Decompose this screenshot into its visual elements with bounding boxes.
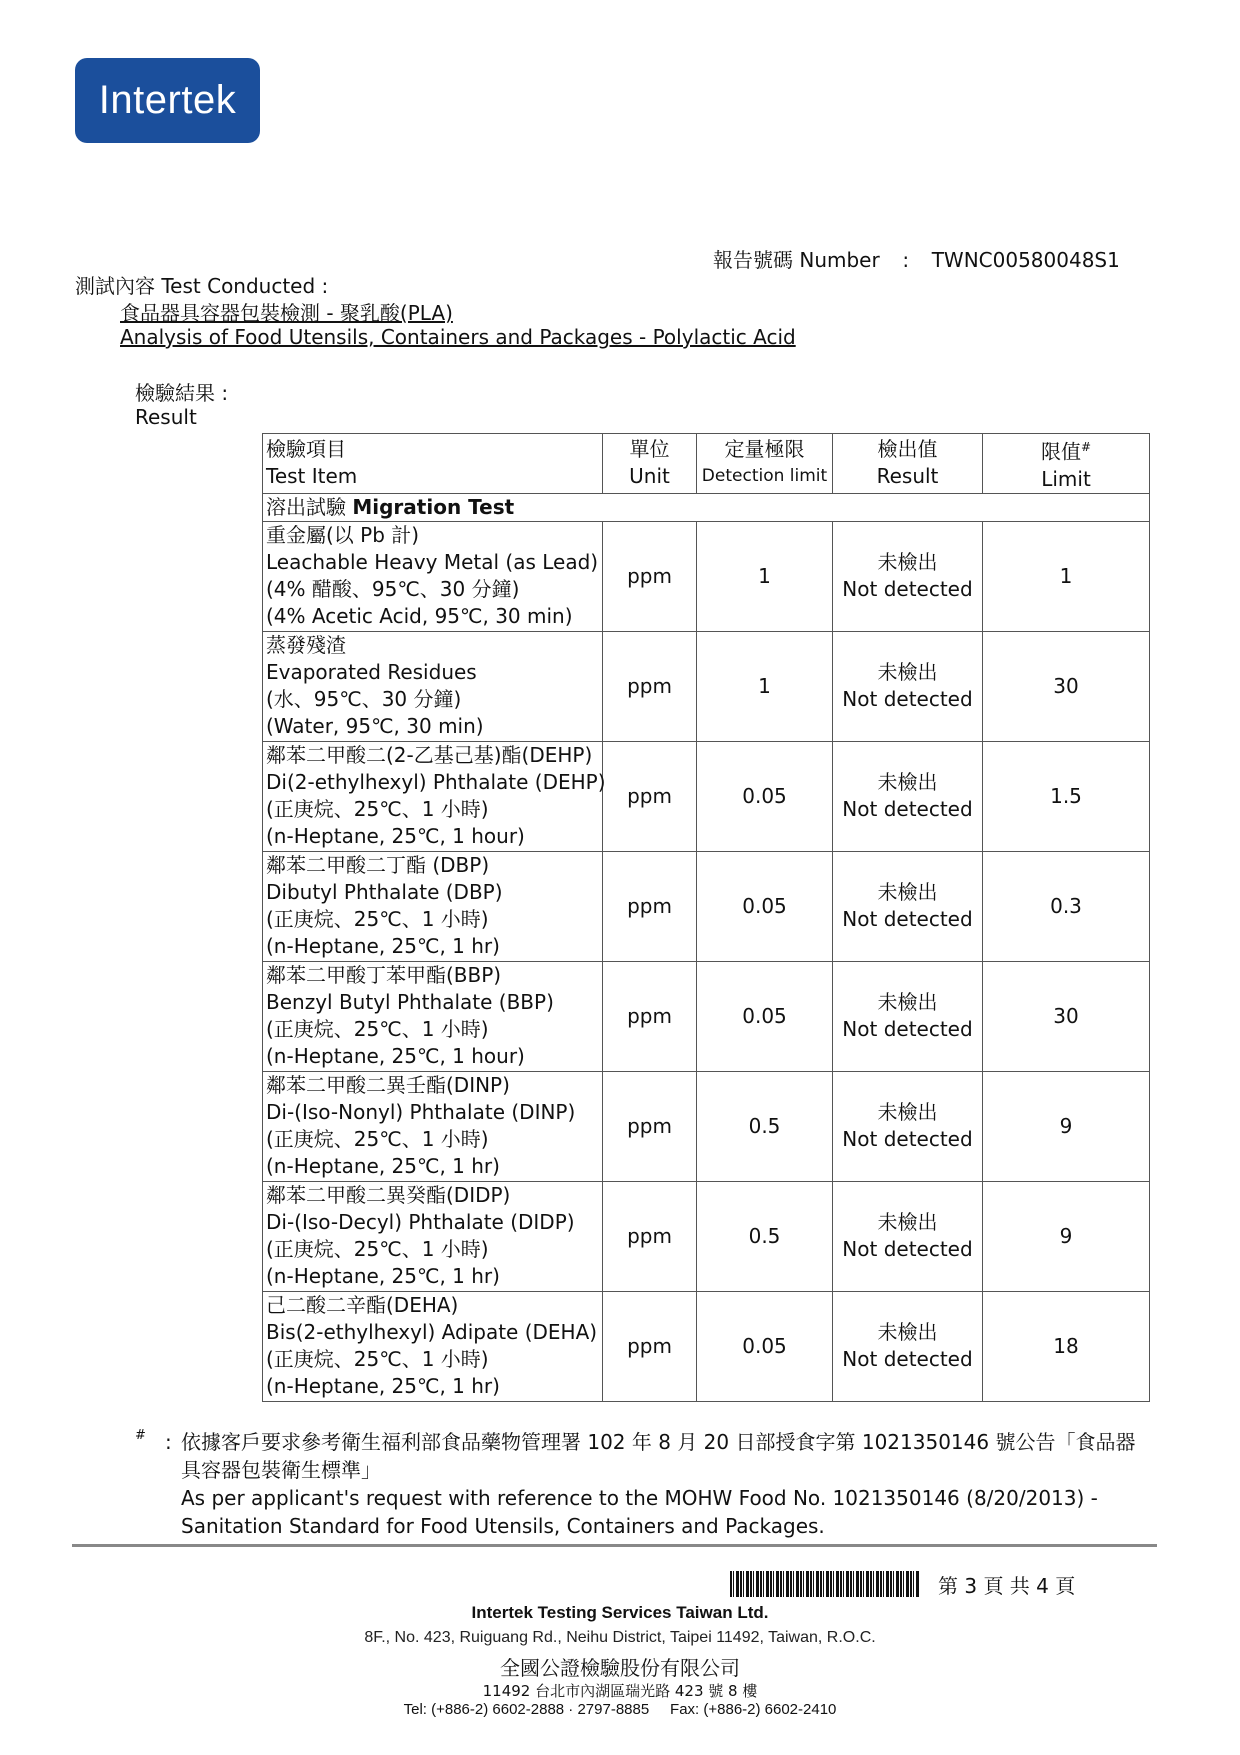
item-name-en: Di(2-ethylhexyl) Phthalate (DEHP)	[266, 770, 606, 795]
result-en: Not detected	[842, 907, 973, 932]
limit-cell: 30	[983, 631, 1150, 741]
results-table	[262, 433, 1150, 1402]
unit-cell: ppm	[603, 1181, 697, 1291]
table-row	[263, 1291, 1150, 1401]
footnote-mark: #	[135, 1428, 146, 1443]
section-zh: 溶出試驗	[266, 494, 346, 519]
item-name-zh: 蒸發殘渣	[266, 633, 346, 658]
result-en: Not detected	[842, 1347, 973, 1372]
result-cell	[833, 741, 983, 851]
footer-address-en: 8F., No. 423, Ruiguang Rd., Neihu District, Taipei 11492, Taiwan, R.O.C.	[364, 1629, 876, 1646]
test-title-zh: 食品器具容器包裝檢測 - 聚乳酸(PLA)	[120, 301, 453, 325]
result-en: Not detected	[842, 1017, 973, 1042]
result-zh: 未檢出	[877, 990, 938, 1015]
detection-limit-cell: 0.5	[697, 1071, 833, 1181]
table-row	[263, 1181, 1150, 1291]
result-zh: 未檢出	[877, 1100, 938, 1125]
item-name-zh: 鄰苯二甲酸二異癸酯(DIDP)	[266, 1183, 511, 1208]
table-row	[263, 631, 1150, 741]
detection-limit-cell: 0.5	[697, 1181, 833, 1291]
test-item-cell	[263, 1291, 603, 1401]
detection-limit-cell: 0.05	[697, 961, 833, 1071]
header-detection-limit	[697, 434, 833, 494]
result-label-en: Result	[135, 405, 197, 429]
test-item-cell	[263, 851, 603, 961]
header-result	[833, 434, 983, 494]
header-test-item	[263, 434, 603, 494]
footnote-zh: 依據客戶要求參考衛生福利部食品藥物管理署 102 年 8 月 20 日部授食字第 1021350146 號公告「食品器具容器包裝衛生標準」	[181, 1430, 1136, 1482]
header-result-zh: 檢出值	[877, 437, 938, 462]
result-cell	[833, 521, 983, 631]
test-item-cell	[263, 521, 603, 631]
result-cell	[833, 851, 983, 961]
section-row	[263, 493, 1150, 521]
report-number-label: 報告號碼 Number	[713, 248, 880, 272]
detection-limit-cell: 1	[697, 631, 833, 741]
result-cell	[833, 1071, 983, 1181]
item-condition-zh: (正庚烷、25℃、1 小時)	[266, 1347, 489, 1372]
test-conducted-label: 測試內容 Test Conducted :	[75, 274, 329, 298]
item-condition-zh: (正庚烷、25℃、1 小時)	[266, 1237, 489, 1262]
header-result-en: Result	[876, 464, 939, 489]
table-row	[263, 961, 1150, 1071]
detection-limit-cell: 0.05	[697, 1291, 833, 1401]
result-zh: 未檢出	[877, 1210, 938, 1235]
item-name-en: Di-(Iso-Decyl) Phthalate (DIDP)	[266, 1210, 575, 1235]
table-row	[263, 741, 1150, 851]
limit-cell: 9	[983, 1071, 1150, 1181]
result-label-zh: 檢驗結果 :	[135, 381, 229, 405]
result-cell	[833, 961, 983, 1071]
unit-cell: ppm	[603, 1291, 697, 1401]
limit-cell: 1	[983, 521, 1150, 631]
intertek-logo: Intertek	[75, 58, 260, 143]
result-en: Not detected	[842, 577, 973, 602]
table-header-row	[263, 434, 1150, 494]
detection-limit-cell: 0.05	[697, 851, 833, 961]
limit-cell: 30	[983, 961, 1150, 1071]
limit-cell: 18	[983, 1291, 1150, 1401]
test-item-cell	[263, 1181, 603, 1291]
limit-cell: 0.3	[983, 851, 1150, 961]
report-number	[713, 244, 1120, 273]
result-zh: 未檢出	[877, 880, 938, 905]
table-row	[263, 851, 1150, 961]
test-item-cell	[263, 741, 606, 851]
result-zh: 未檢出	[877, 770, 938, 795]
item-condition-en: (n-Heptane, 25℃, 1 hr)	[266, 1264, 500, 1289]
item-name-zh: 鄰苯二甲酸二丁酯 (DBP)	[266, 853, 490, 878]
item-condition-zh: (4% 醋酸、95℃、30 分鐘)	[266, 577, 520, 602]
unit-cell: ppm	[603, 521, 697, 631]
unit-cell: ppm	[603, 851, 697, 961]
test-item-cell	[263, 961, 603, 1071]
result-cell	[833, 1181, 983, 1291]
item-name-zh: 鄰苯二甲酸丁苯甲酯(BBP)	[266, 963, 502, 988]
item-condition-zh: (水、95℃、30 分鐘)	[266, 687, 462, 712]
limit-cell: 1.5	[983, 741, 1150, 851]
item-condition-en: (n-Heptane, 25℃, 1 hour)	[266, 1044, 525, 1069]
item-condition-en: (Water, 95℃, 30 min)	[266, 714, 484, 739]
header-limit	[983, 434, 1150, 494]
result-zh: 未檢出	[877, 550, 938, 575]
result-en: Not detected	[842, 1127, 973, 1152]
unit-cell: ppm	[603, 631, 697, 741]
item-name-en: Benzyl Butyl Phthalate (BBP)	[266, 990, 554, 1015]
table-row	[263, 1071, 1150, 1181]
result-cell	[833, 1291, 983, 1401]
item-name-en: Dibutyl Phthalate (DBP)	[266, 880, 503, 905]
header-unit	[603, 434, 697, 494]
item-name-en: Bis(2-ethylhexyl) Adipate (DEHA)	[266, 1320, 598, 1345]
section-cell	[263, 493, 1150, 521]
item-name-zh: 鄰苯二甲酸二(2-乙基己基)酯(DEHP)	[266, 743, 593, 768]
item-name-zh: 鄰苯二甲酸二異壬酯(DINP)	[266, 1073, 510, 1098]
item-condition-en: (4% Acetic Acid, 95℃, 30 min)	[266, 604, 573, 629]
footnote	[135, 1428, 1147, 1540]
limit-cell: 9	[983, 1181, 1150, 1291]
item-condition-zh: (正庚烷、25℃、1 小時)	[266, 1127, 489, 1152]
item-name-en: Leachable Heavy Metal (as Lead)	[266, 550, 599, 575]
footer-company-en: Intertek Testing Services Taiwan Ltd.	[471, 1603, 769, 1622]
footer-address-zh: 11492 台北市內湖區瑞光路 423 號 8 樓	[482, 1682, 758, 1700]
result-zh: 未檢出	[877, 1320, 938, 1345]
unit-cell: ppm	[603, 1071, 697, 1181]
test-title-en: Analysis of Food Utensils, Containers and Packages - Polylactic Acid	[120, 325, 796, 349]
barcode-image	[730, 1571, 920, 1597]
footer-company-zh: 全國公證檢驗股份有限公司	[500, 1656, 740, 1680]
header-unit-en: Unit	[629, 464, 670, 489]
test-item-cell	[263, 631, 603, 741]
item-condition-zh: (正庚烷、25℃、1 小時)	[266, 797, 489, 822]
item-condition-en: (n-Heptane, 25℃, 1 hr)	[266, 1374, 500, 1399]
header-item-zh: 檢驗項目	[266, 437, 346, 462]
report-number-separator: :	[902, 248, 910, 272]
header-item-en: Test Item	[266, 464, 358, 489]
header-dl-zh: 定量極限	[724, 437, 805, 462]
footer-tel: Tel: (+886-2) 6602-2888 · 2797-8885 Fax: (+886-2) 6602-2410	[403, 1701, 837, 1718]
footer-divider	[72, 1544, 1157, 1547]
item-condition-en: (n-Heptane, 25℃, 1 hr)	[266, 934, 500, 959]
item-condition-zh: (正庚烷、25℃、1 小時)	[266, 907, 489, 932]
item-name-en: Evaporated Residues	[266, 660, 477, 685]
item-condition-en: (n-Heptane, 25℃, 1 hr)	[266, 1154, 500, 1179]
item-condition-en: (n-Heptane, 25℃, 1 hour)	[266, 824, 525, 849]
result-cell	[833, 631, 983, 741]
header-unit-zh: 單位	[629, 437, 670, 462]
table-row	[263, 521, 1150, 631]
header-limit-en: Limit	[1041, 466, 1091, 491]
header-dl-en: Detection limit	[701, 466, 828, 487]
detection-limit-cell: 1	[697, 521, 833, 631]
item-condition-zh: (正庚烷、25℃、1 小時)	[266, 1017, 489, 1042]
header-limit-mark: #	[1080, 440, 1092, 454]
report-number-value: TWNC00580048S1	[931, 248, 1120, 272]
result-en: Not detected	[842, 797, 973, 822]
detection-limit-cell: 0.05	[697, 741, 833, 851]
result-en: Not detected	[842, 687, 973, 712]
item-name-en: Di-(Iso-Nonyl) Phthalate (DINP)	[266, 1100, 576, 1125]
footnote-colon: :	[165, 1430, 172, 1454]
header-limit-zh: 限值	[1040, 439, 1081, 464]
item-name-zh: 重金屬(以 Pb 計)	[266, 523, 420, 548]
test-item-cell	[263, 1071, 603, 1181]
unit-cell: ppm	[603, 741, 697, 851]
result-zh: 未檢出	[877, 660, 938, 685]
page-number: 第 3 頁 共 4 頁	[938, 1574, 1076, 1598]
item-name-zh: 己二酸二辛酯(DEHA)	[266, 1293, 459, 1318]
section-en: Migration Test	[352, 494, 515, 519]
unit-cell: ppm	[603, 961, 697, 1071]
result-en: Not detected	[842, 1237, 973, 1262]
footnote-en: As per applicant's request with reference to the MOHW Food No. 1021350146 (8/20/2013) - Sanitation Standard for Food Utensils, Containers and Packages.	[181, 1486, 1098, 1538]
